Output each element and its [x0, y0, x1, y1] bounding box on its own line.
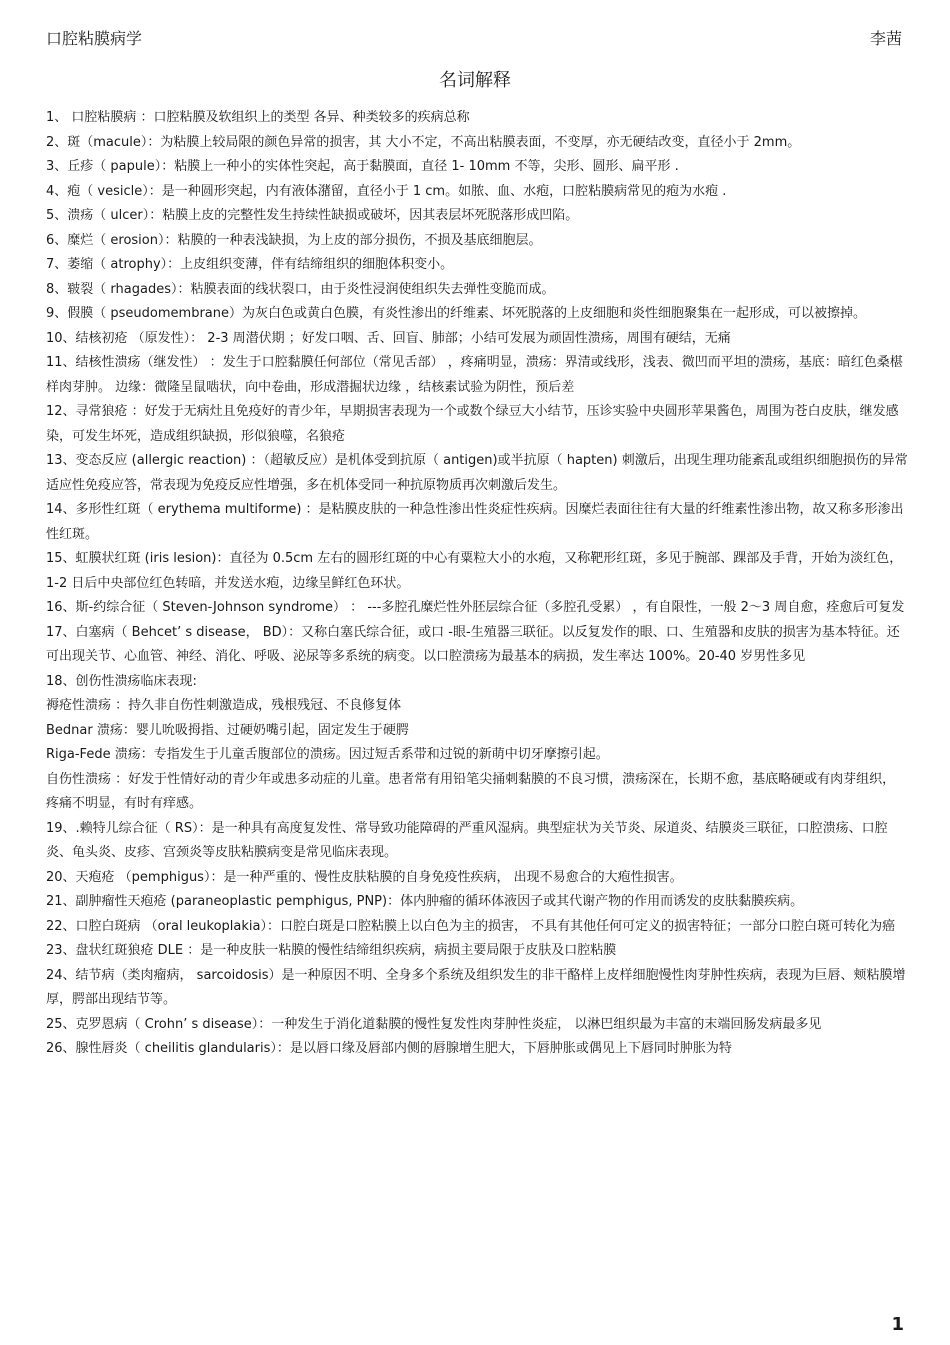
glossary-list: [46, 106, 908, 1062]
header-course-title: 口腔粘膜病学: [46, 29, 143, 48]
glossary-entry: 22、口腔白斑病 （oral leukoplakia）：口腔白斑是口腔粘膜上以白色为主的损害， 不具有其他任何可定义的损害特征；一部分口腔白斑可转化为癌: [46, 918, 896, 934]
glossary-entry: 4、疱（ vesicle）：是一种圆形突起，内有液体潴留，直径小于 1 cm。如脓、血、水疱，口腔粘膜病常见的疱为水疱 .: [46, 183, 727, 199]
glossary-entry: 19、.赖特儿综合征（ RS）：是一种具有高度复发性、常导致功能障碍的严重风湿病。典型症状为关节炎、尿道炎、结膜炎三联征，口腔溃疡、口腔炎、龟头炎、皮疹、宫颈炎等皮肤粘膜病变是常见临床表现。: [46, 820, 888, 860]
glossary-entry: 9、假膜（ pseudomembrane）为灰白色或黄白色膜，有炎性渗出的纤维素、坏死脱落的上皮细胞和炎性细胞聚集在一起形成，可以被擦掉。: [46, 306, 866, 321]
glossary-entry: 25、克罗恩病（ Crohn’ s disease）：一种发生于消化道黏膜的慢性复发性肉芽肿性炎症， 以淋巴组织最为丰富的末端回肠发病最多见: [46, 1016, 822, 1032]
page-title: 名词解释: [439, 70, 511, 91]
glossary-entry: 23、盘状红斑狼疮 DLE ：是一种皮肤一粘膜的慢性结缔组织疾病，病损主要局限于皮肤及口腔粘膜: [46, 943, 617, 958]
glossary-entry: 10、结核初疮 （原发性）： 2-3 周潜伏期 ；好发口咽、舌、回盲、肺部；小结可发展为顽固性溃疡，周围有硬结，无痛: [46, 330, 731, 346]
glossary-entry: 1、 口腔粘膜病 ：口腔粘膜及软组织上的类型 各异、种类较多的疾病总称: [46, 110, 470, 125]
page-number: 1: [891, 1314, 904, 1335]
glossary-entry: 16、斯-约综合征（ Steven-Johnson syndrome） ： ---多腔孔糜烂性外胚层综合征（多腔孔受累） ，有自限性，一般 2～3 周自愈，痊愈后可复发: [46, 600, 905, 615]
glossary-entry: 24、结节病（类肉瘤病， sarcoidosis）是一种原因不明、全身多个系统及组织发生的非干酪样上皮样细胞慢性肉芽肿性疾病，表现为巨唇、颊粘膜增厚，腭部出现结节等。: [46, 967, 906, 1007]
glossary-entry: 13、变态反应 (allergic reaction) ：（超敏反应）是机体受到抗原（ antigen)或半抗原（ hapten) 刺激后，出现生理功能紊乱或组织细胞损伤的异常适应性免疫应答，常表现为免疫反应性增强，多在机体受同一种抗原物质再次刺激后发生。: [46, 453, 908, 493]
glossary-entry: 21、副肿瘤性天疱疮 (paraneoplastic pemphigus, PNP)：体内肿瘤的循环体液因子或其代谢产物的作用而诱发的皮肤黏膜疾病。: [46, 894, 804, 909]
glossary-entry: 2、斑（macule）：为粘膜上较局限的颜色异常的损害，其 大小不定，不高出粘膜表面，不变厚，亦无硬结改变，直径小于 2mm。: [46, 134, 801, 150]
glossary-entry: 15、虹膜状红斑 (iris lesion)：直径为 0.5cm 左右的圆形红斑的中心有粟粒大小的水疱，又称靶形红斑，多见于腕部、踝部及手背，开始为淡红色， 1-2 日后中央部位红色转暗，并发送水疱，边缘呈鲜红色环状。: [46, 551, 903, 591]
header-author: 李茜: [869, 29, 902, 48]
glossary-entry: 6、糜烂（ erosion）：粘膜的一种表浅缺损，为上皮的部分损伤，不损及基底细胞层。: [46, 232, 542, 248]
glossary-entry: 自伤性溃疡 ：好发于性情好动的青少年或患多动症的儿童。患者常有用铅笔尖捅刺黏膜的不良习惯，溃疡深在，长期不愈，基底略硬或有肉芽组织，疼痛不明显，有时有痒感。: [46, 771, 896, 811]
glossary-entry: 褥疮性溃疡 ：持久非自伤性刺激造成，残根残冠、不良修复体: [46, 698, 402, 713]
glossary-entry: 7、萎缩（ atrophy）：上皮组织变薄，伴有结缔组织的细胞体积变小。: [46, 257, 454, 272]
glossary-entry: 11、结核性溃疡（继发性） ：发生于口腔黏膜任何部位（常见舌部） ，疼痛明显，溃疡：界清或线形，浅表、微凹而平坦的溃疡，基底：暗红色桑椹样肉芽肿。 边缘：微隆呈鼠啮状，向中卷曲，形成潜掘状边缘 ，结核素试验为阴性，预后差: [46, 355, 903, 395]
glossary-entry: 17、白塞病（ Behcet’ s disease， BD）：又称白塞氏综合征，或口 -眼-生殖器三联征。以反复发作的眼、口、生殖器和皮肤的损害为基本特征。还可出现关节、心血管、神经、消化、呼吸、泌尿等多系统的病变。以口腔溃疡为最基本的病损，发生率达 100%。20-40 岁男性多见: [46, 624, 900, 664]
glossary-entry: 8、皲裂（ rhagades）：粘膜表面的线状裂口，由于炎性浸润使组织失去弹性变脆而成。: [46, 281, 555, 297]
glossary-entry: 5、溃疡（ ulcer）：粘膜上皮的完整性发生持续性缺损或破坏，因其表层坏死脱落形成凹陷。: [46, 208, 579, 223]
glossary-entry: 12、寻常狼疮 ：好发于无病灶且免疫好的青少年，早期损害表现为一个或数个绿豆大小结节，压诊实验中央圆形苹果酱色，周围为苍白皮肤，继发感染，可发生坏死，造成组织缺损，形似狼噬，名狼疮: [46, 404, 899, 444]
glossary-entry: Riga-Fede 溃疡：专指发生于儿童舌腹部位的溃疡。因过短舌系带和过锐的新萌中切牙摩擦引起。: [46, 747, 609, 762]
glossary-entry: 20、天疱疮 （pemphigus）：是一种严重的、慢性皮肤粘膜的自身免疫性疾病， 出现不易愈合的大疱性损害。: [46, 869, 683, 885]
glossary-entry: 26、腺性唇炎（ cheilitis glandularis）：是以唇口缘及唇部内侧的唇腺增生肥大，下唇肿胀或偶见上下唇同时肿胀为特: [46, 1041, 732, 1056]
glossary-entry: 14、多形性红斑（ erythema multiforme) ：是粘膜皮肤的一种急性渗出性炎症性疾病。因糜烂表面往往有大量的纤维素性渗出物，故又称多形渗出性红斑。: [46, 502, 904, 542]
glossary-entry: 3、丘疹（ papule）：粘膜上一种小的实体性突起，高于黏膜面，直径 1- 10mm 不等，尖形、圆形、扁平形 .: [46, 159, 679, 174]
glossary-entry: Bednar 溃疡：婴儿吮吸拇指、过硬奶嘴引起，固定发生于硬腭: [46, 722, 409, 738]
glossary-entry: 18、创伤性溃疡临床表现:: [46, 673, 197, 689]
